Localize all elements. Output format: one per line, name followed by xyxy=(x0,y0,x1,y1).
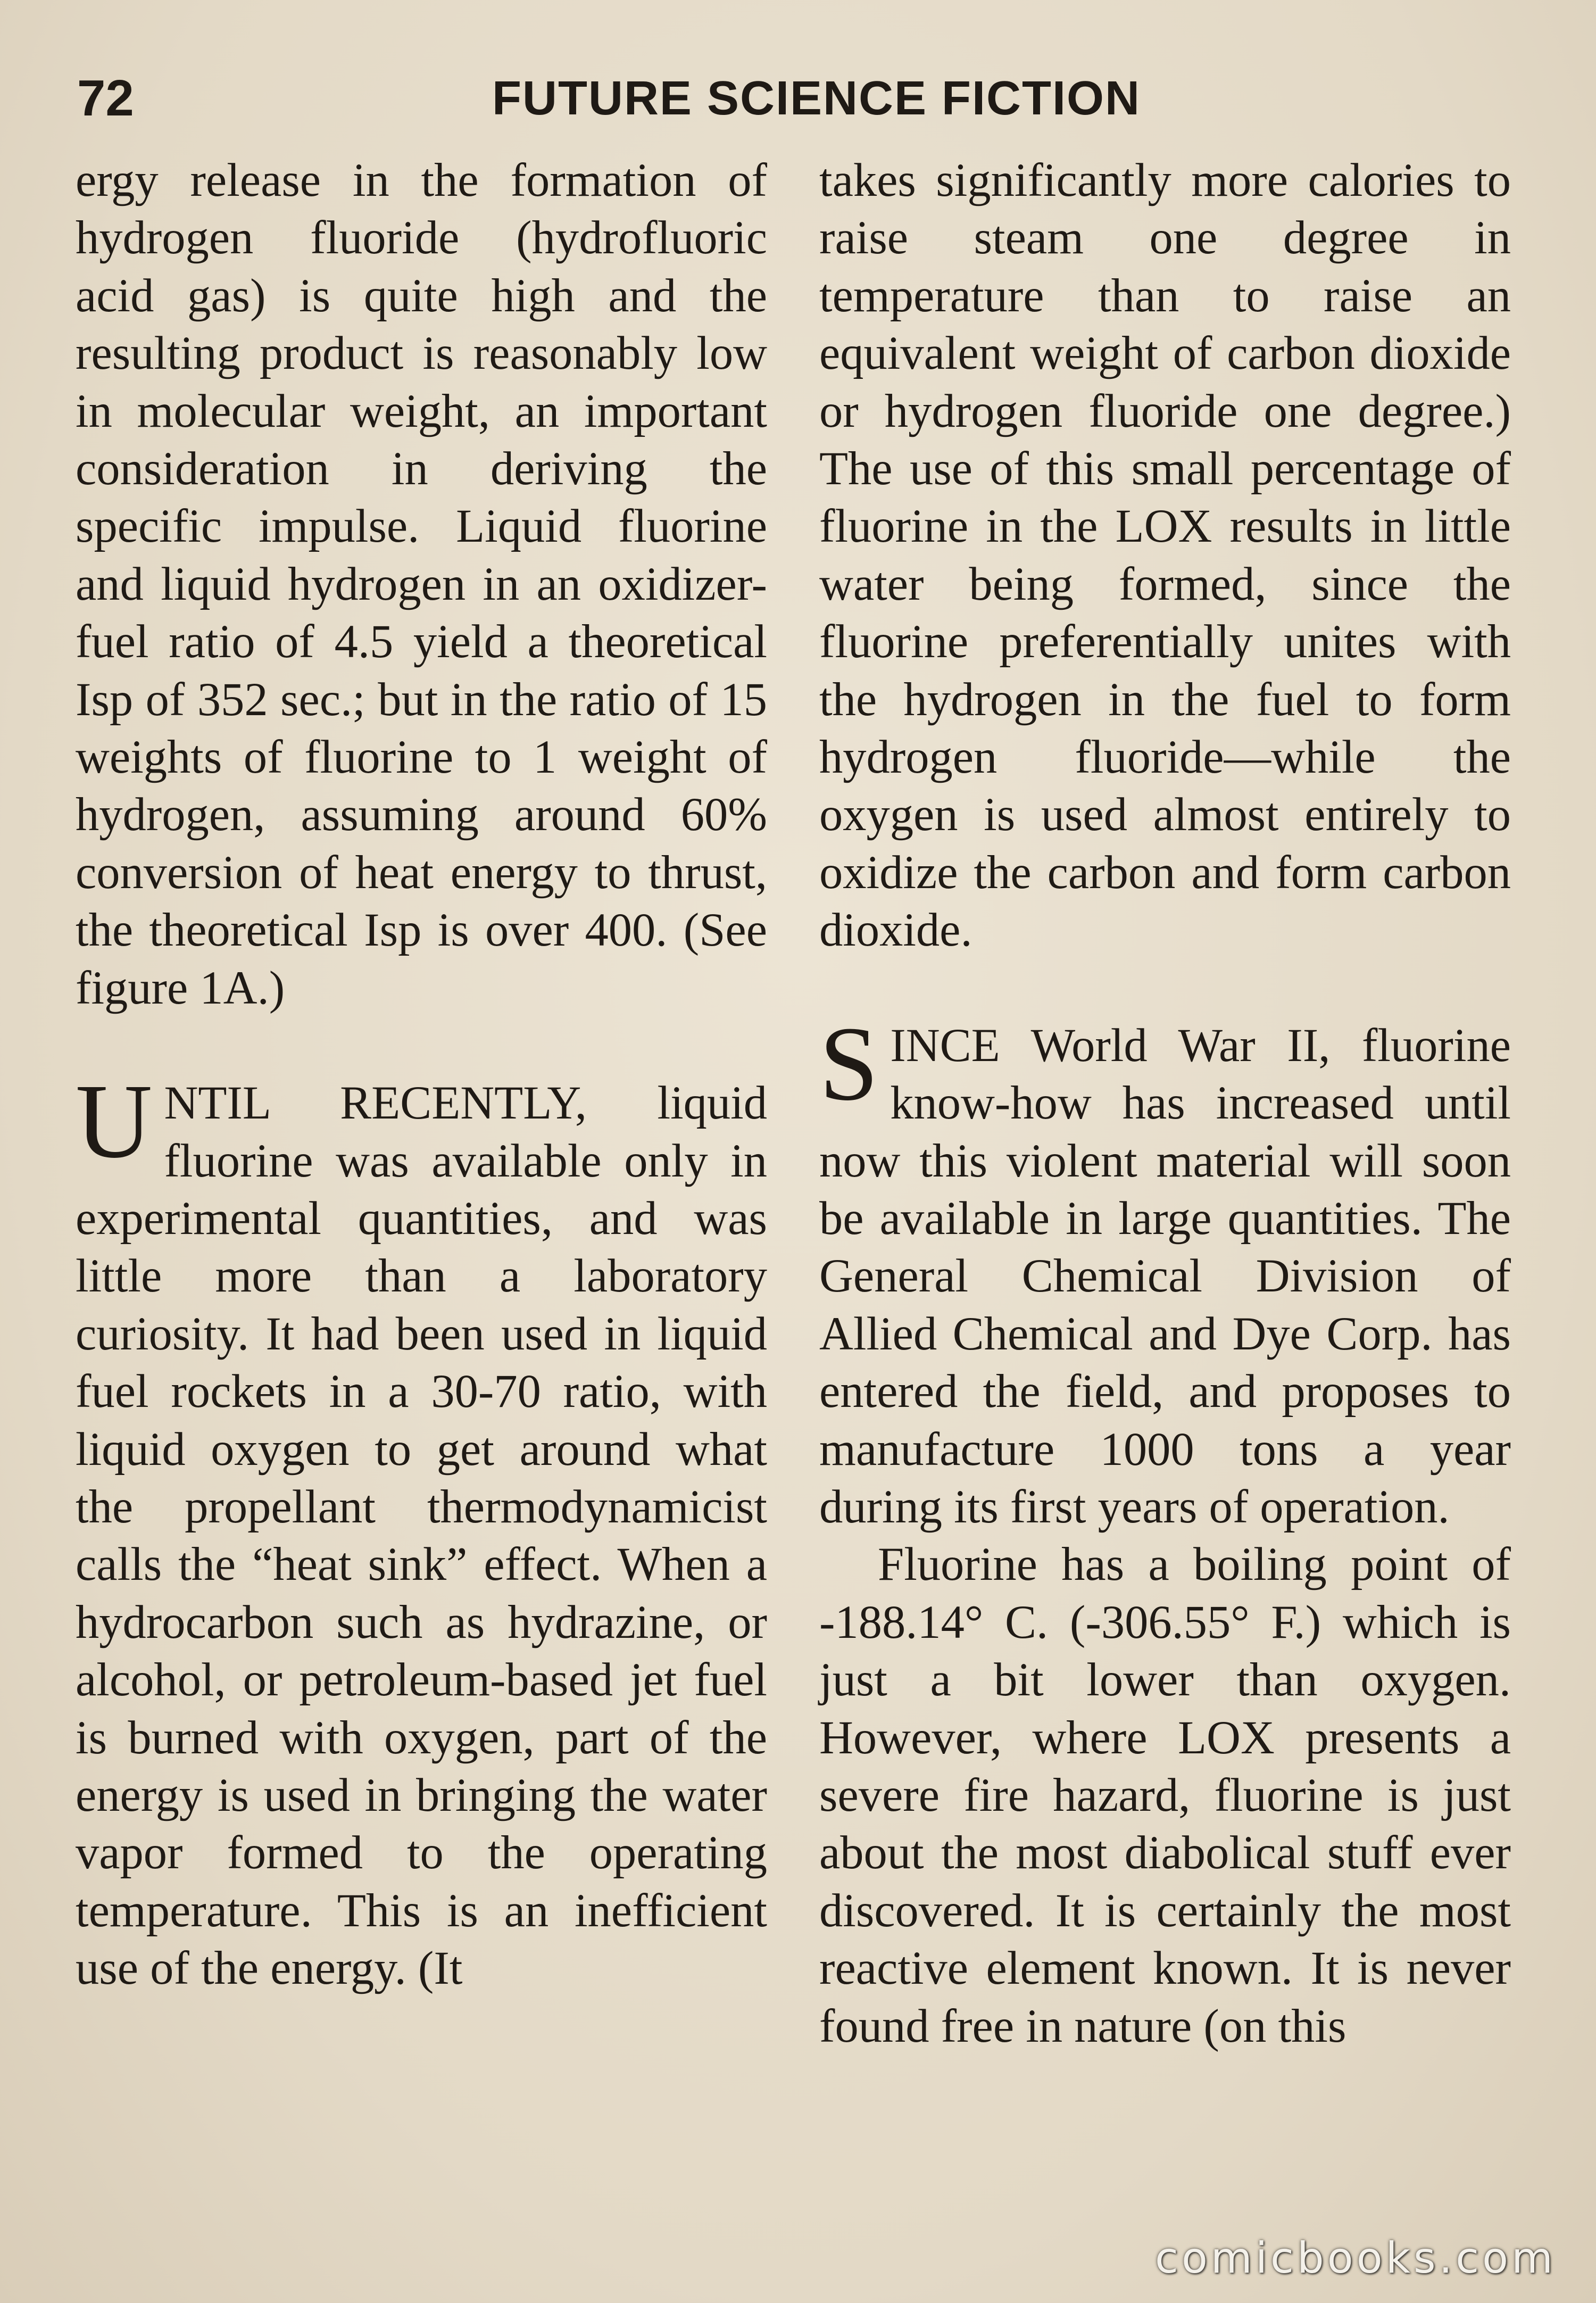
lead-in: INCE xyxy=(890,1019,1000,1072)
watermark: comicbooks.com xyxy=(1154,2233,1556,2283)
paragraph: ergy release in the formation of hydrogen fluoride (hydrofluoric acid gas) is quite high and the resulting product is reasonably low in molecular weight, an important consideration in deriving the specific impulse. Liquid fluorine and liquid hydrogen in an oxidizer-fuel ratio of 4.5 yield a theoretical Isp of 352 sec.; but in the ratio of 15 weights of fluorine to 1 weight of hydrogen, assuming around 60% conversion of heat energy to thrust, the theoretical Isp is over 400. (See figure 1A.) xyxy=(76,154,767,1014)
paragraph xyxy=(819,1005,1511,1536)
drop-cap: U xyxy=(76,1063,153,1181)
paragraph: Fluorine has a boiling point of -188.14° C. (-306.55° F.) which is just a bit lower than oxygen. However, where LOX presents a severe fire hazard, fluorine is just about the most diabolical stuff ever discovered. It is certainly the most reactive element known. It is never found free in nature (on this xyxy=(819,1538,1511,2052)
page-number: 72 xyxy=(77,70,134,127)
lead-in: NTIL RECENTLY, xyxy=(164,1077,587,1130)
paragraph: takes significantly more calories to raise steam one degree in temperature than to raise an equivalent weight of carbon dioxide or hydrogen fluoride one degree.) The use of this small percentage of fluorine in the LOX results in little water being formed, since the fluorine preferentially unites with the hydrogen in the fuel to form hydrogen fluoride—while the oxygen is used almost entirely to oxidize the carbon and form carbon dioxide. xyxy=(819,154,1511,957)
left-column xyxy=(76,152,767,1998)
running-title: FUTURE SCIENCE FICTION xyxy=(492,72,1141,125)
paragraph-text: World War II, fluorine know-how has increased until now this violent material will soon be available in large quantities. The General Chemical Division of Allied Chemical and Dye Corp. has entered the field, and proposes to manufacture 1000 tons a year during its first years of operation. xyxy=(819,1019,1511,1533)
paragraph-gap xyxy=(819,959,1511,1017)
right-column xyxy=(819,152,1511,2055)
drop-cap: S xyxy=(819,1005,879,1123)
paragraph-text: liquid fluorine was available only in experimental quantities, and was little more than a laboratory curiosity. It had been used in liquid fuel rockets in a 30-70 ratio, with liquid oxygen to get around what the propellant thermodynamicist calls the “heat sink” effect. When a hydrocarbon such as hydrazine, or alcohol, or petroleum-based jet fuel is burned with oxygen, part of the energy is used in bringing the water vapor formed to the operating temperature. This is an inefficient use of the energy. (It xyxy=(76,1077,767,1995)
paragraph xyxy=(76,1063,767,1998)
paragraph-gap xyxy=(76,1017,767,1074)
page-header xyxy=(77,64,1519,133)
